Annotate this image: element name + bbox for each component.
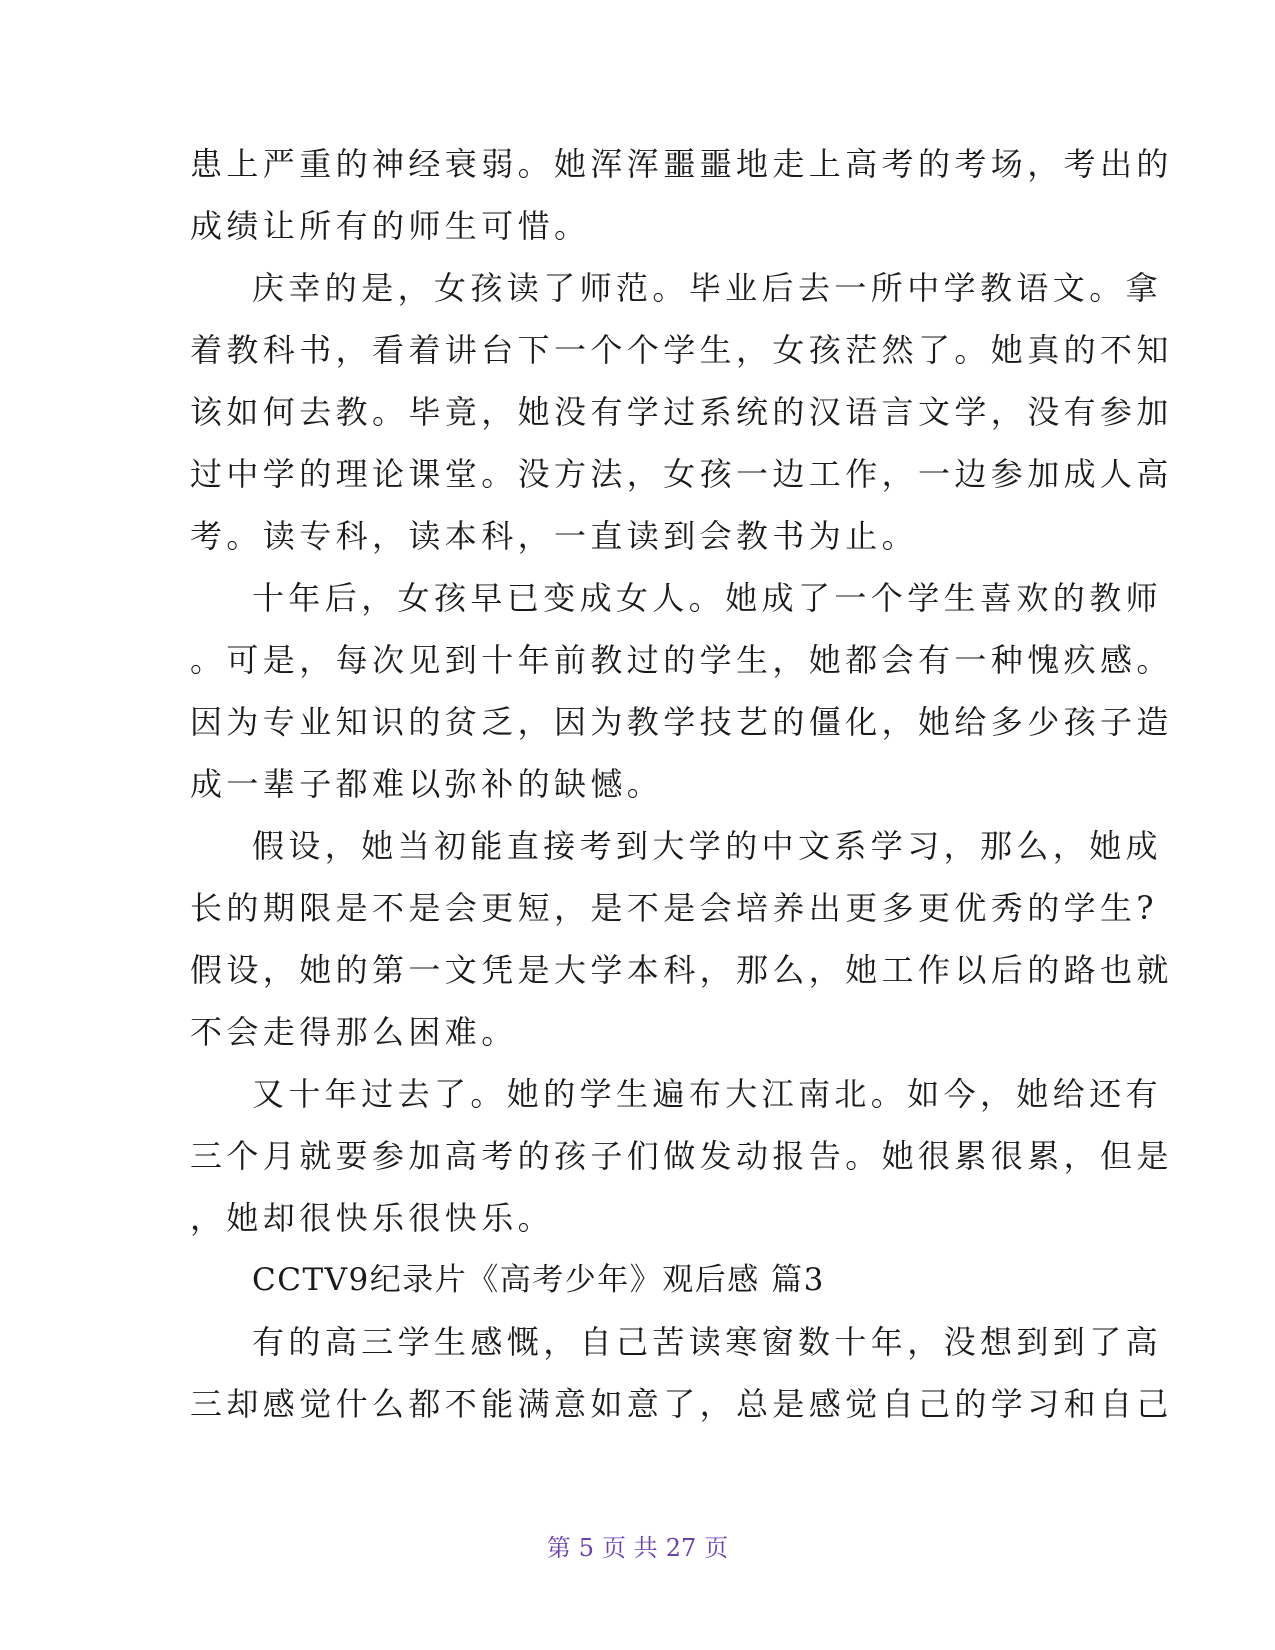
- paragraph-start: 假设，她当初能直接考到大学的中文系学习，那么，她成: [252, 827, 1163, 865]
- text-line: 。可是，每次见到十年前教过的学生，她都会有一种愧疚感。: [190, 641, 1173, 679]
- text-line: 过中学的理论课堂。没方法，女孩一边工作，一边参加成人高: [190, 455, 1173, 493]
- page-footer: [0, 1533, 1275, 1563]
- footer-middle: 页 共: [602, 1534, 658, 1562]
- footer-page-number: 5: [578, 1534, 595, 1562]
- text-line: 长的期限是不是会更短，是不是会培养出更多更优秀的学生?: [190, 889, 1158, 927]
- text-line: 患上严重的神经衰弱。她浑浑噩噩地走上高考的考场，考出的: [190, 145, 1173, 183]
- text-line: 假设，她的第一文凭是大学本科，那么，她工作以后的路也就: [190, 951, 1173, 989]
- text-line: 因为专业知识的贫乏，因为教学技艺的僵化，她给多少孩子造: [190, 703, 1173, 741]
- text-line: 三却感觉什么都不能满意如意了，总是感觉自己的学习和自己: [190, 1385, 1173, 1423]
- paragraph-start: 又十年过去了。她的学生遍布大江南北。如今，她给还有: [252, 1075, 1163, 1113]
- footer-prefix: 第: [546, 1534, 571, 1562]
- text-line: ，她却很快乐很快乐。: [190, 1199, 555, 1237]
- text-line: 该如何去教。毕竟，她没有学过系统的汉语言文学，没有参加: [190, 393, 1173, 431]
- section-heading: CCTV9纪录片《高考少年》观后感 篇3: [252, 1262, 825, 1298]
- text-line: 不会走得那么困难。: [190, 1013, 518, 1051]
- text-line: 三个月就要参加高考的孩子们做发动报告。她很累很累，但是: [190, 1137, 1173, 1175]
- paragraph-start: 庆幸的是，女孩读了师范。毕业后去一所中学教语文。拿: [252, 269, 1163, 307]
- text-line: 成一辈子都难以弥补的缺憾。: [190, 765, 664, 803]
- footer-suffix: 页: [704, 1534, 729, 1562]
- paragraph-start: 十年后，女孩早已变成女人。她成了一个学生喜欢的教师: [252, 579, 1163, 617]
- text-line: 成绩让所有的师生可惜。: [190, 207, 591, 245]
- paragraph-start: 有的高三学生感慨，自己苦读寒窗数十年，没想到到了高: [252, 1323, 1163, 1361]
- footer-total-pages: 27: [665, 1534, 697, 1562]
- text-line: 考。读专科，读本科，一直读到会教书为止。: [190, 517, 919, 555]
- text-line: 着教科书，看着讲台下一个个学生，女孩茫然了。她真的不知: [190, 331, 1173, 369]
